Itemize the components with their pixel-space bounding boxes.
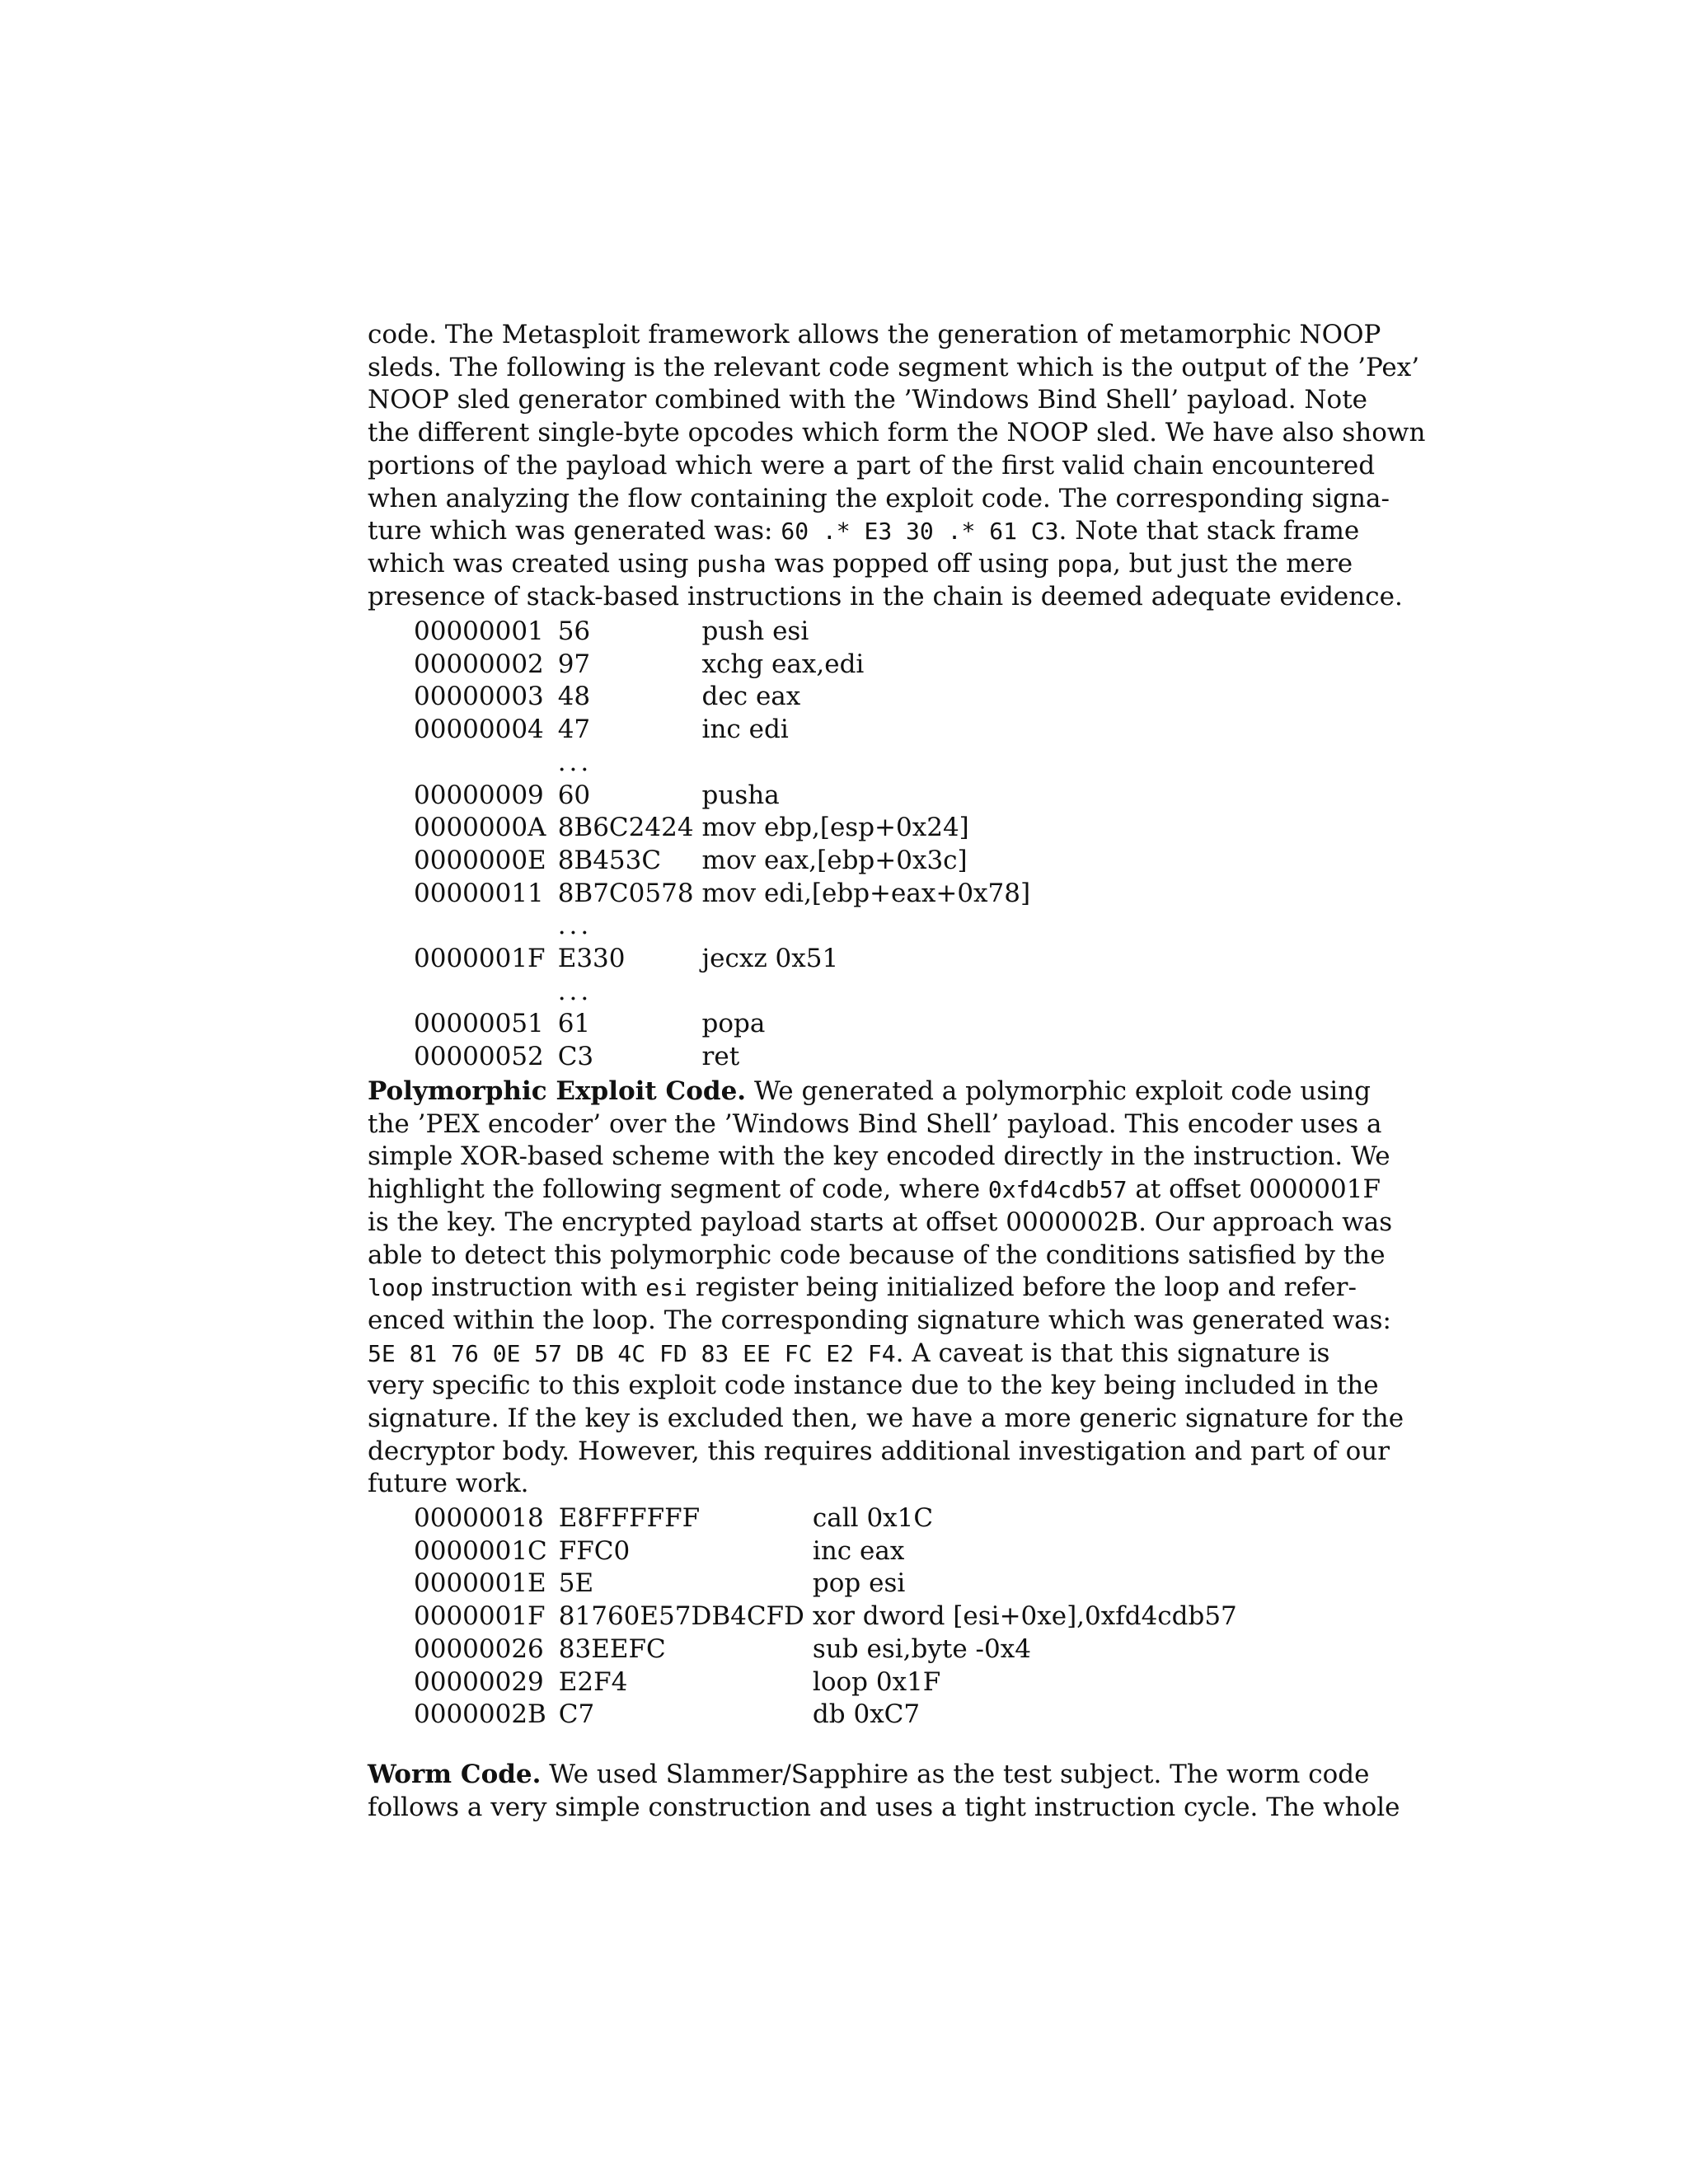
listing-row: 00000051 61 popa <box>414 1009 766 1039</box>
listing-row: 00000002 97 xchg eax,edi <box>414 649 865 679</box>
listing-row: 0000000E 8B453C mov eax,[ebp+0x3c] <box>414 845 968 875</box>
inline-code-esi: esi <box>645 1274 687 1302</box>
text-line: is the key. The encrypted payload starts at offset 0000002B. Our approach was <box>368 1207 1393 1237</box>
listing-row: 00000009 60 pusha <box>414 780 780 810</box>
listing-ellipsis-row: ... <box>557 747 593 777</box>
inline-code-loop: loop <box>368 1274 424 1302</box>
text-line: code. The Metasploit framework allows the generation of metamorphic NOOP <box>368 320 1381 349</box>
listing-ellipsis-row: ... <box>557 976 593 1006</box>
text-line: highlight the following segment of code, where 0xfd4cdb57 at offset 0000001F <box>368 1174 1381 1205</box>
text-line: future work. <box>368 1469 529 1499</box>
text-line: loop instruction with esi register being initialized before the loop and refer- <box>368 1272 1357 1303</box>
text-line: very specific to this exploit code instance due to the key being included in the <box>368 1371 1379 1401</box>
text-line: simple XOR-based scheme with the key encoded directly in the instruction. We <box>368 1141 1390 1172</box>
text-line: NOOP sled generator combined with the ’Windows Bind Shell’ payload. Note <box>368 385 1368 415</box>
listing-row: 00000052 C3 ret <box>414 1042 740 1072</box>
section-heading: Polymorphic Exploit Code. <box>368 1076 747 1106</box>
listing-row: 0000002B C7 db 0xC7 <box>414 1699 921 1730</box>
noop-sled-listing <box>414 616 1030 1074</box>
polymorphic-paragraph <box>368 1076 1404 1501</box>
text-line: sleds. The following is the relevant code segment which is the output of the ’Pex’ <box>368 352 1420 382</box>
listing-row: 0000000A 8B6C2424 mov ebp,[esp+0x24] <box>414 813 969 843</box>
text-line: the ’PEX encoder’ over the ’Windows Bind Shell’ payload. This encoder uses a <box>368 1108 1382 1139</box>
text-line: Polymorphic Exploit Code. We generated a polymorphic exploit code using <box>368 1076 1372 1106</box>
text-line: Worm Code. We used Slammer/Sapphire as the test subject. The worm code <box>368 1760 1370 1789</box>
listing-row: 0000001E 5E pop esi <box>414 1568 906 1599</box>
listing-row: 00000001 56 push esi <box>414 616 809 646</box>
text-line: which was created using pusha was popped off using popa, but just the mere <box>368 548 1353 579</box>
text-line: decryptor body. However, this requires additional investigation and part of our <box>368 1436 1390 1466</box>
polymorphic-listing <box>414 1502 1237 1732</box>
listing-row: 00000004 47 inc edi <box>414 715 789 745</box>
listing-row: 0000001F E330 jecxz 0x51 <box>414 944 839 974</box>
text-line: 5E 81 76 0E 57 DB 4C FD 83 EE FC E2 F4. A caveat is that this signature is <box>368 1338 1330 1368</box>
signature-code: 60 .* E3 30 .* 61 C3 <box>781 518 1059 546</box>
text-line: signature. If the key is excluded then, we have a more generic signature for the <box>368 1404 1404 1434</box>
listing-row: 00000018 E8FFFFFF call 0x1C <box>414 1503 934 1533</box>
text-line: portions of the payload which were a part of the first valid chain encountered <box>368 450 1376 480</box>
text-line: the different single-byte opcodes which form the NOOP sled. We have also shown <box>368 418 1426 448</box>
text-line: enced within the loop. The corresponding signature which was generated was: <box>368 1305 1391 1335</box>
inline-code-key: 0xfd4cdb57 <box>987 1176 1128 1204</box>
text-line: ture which was generated was: 60 .* E3 30 .* 61 C3. Note that stack frame <box>368 516 1360 546</box>
worm-paragraph <box>368 1759 1400 1824</box>
listing-row: 00000029 E2F4 loop 0x1F <box>414 1666 941 1697</box>
listing-row: 00000026 83EEFC sub esi,byte -0x4 <box>414 1633 1031 1664</box>
listing-row: 00000011 8B7C0578 mov edi,[ebp+eax+0x78] <box>414 878 1031 908</box>
section-heading: Worm Code. <box>368 1760 542 1789</box>
text-line: follows a very simple construction and uses a tight instruction cycle. The whole <box>368 1792 1400 1822</box>
text-line: presence of stack-based instructions in the chain is deemed adequate evidence. <box>368 581 1403 612</box>
listing-row: 0000001F 81760E57DB4CFD xor dword [esi+0xe],0xfd4cdb57 <box>414 1601 1237 1632</box>
inline-code-pusha: pusha <box>696 550 767 578</box>
text-line: able to detect this polymorphic code because of the conditions satisfied by the <box>368 1240 1386 1270</box>
inline-code-popa: popa <box>1057 550 1113 578</box>
listing-row: 0000001C FFC0 inc eax <box>414 1535 905 1566</box>
signature-code: 5E 81 76 0E 57 DB 4C FD 83 EE FC E2 F4 <box>368 1339 896 1367</box>
intro-paragraph <box>368 319 1426 613</box>
text-line: when analyzing the flow containing the exploit code. The corresponding signa- <box>368 483 1390 513</box>
listing-ellipsis-row: ... <box>557 911 593 941</box>
listing-row: 00000003 48 dec eax <box>414 682 801 712</box>
